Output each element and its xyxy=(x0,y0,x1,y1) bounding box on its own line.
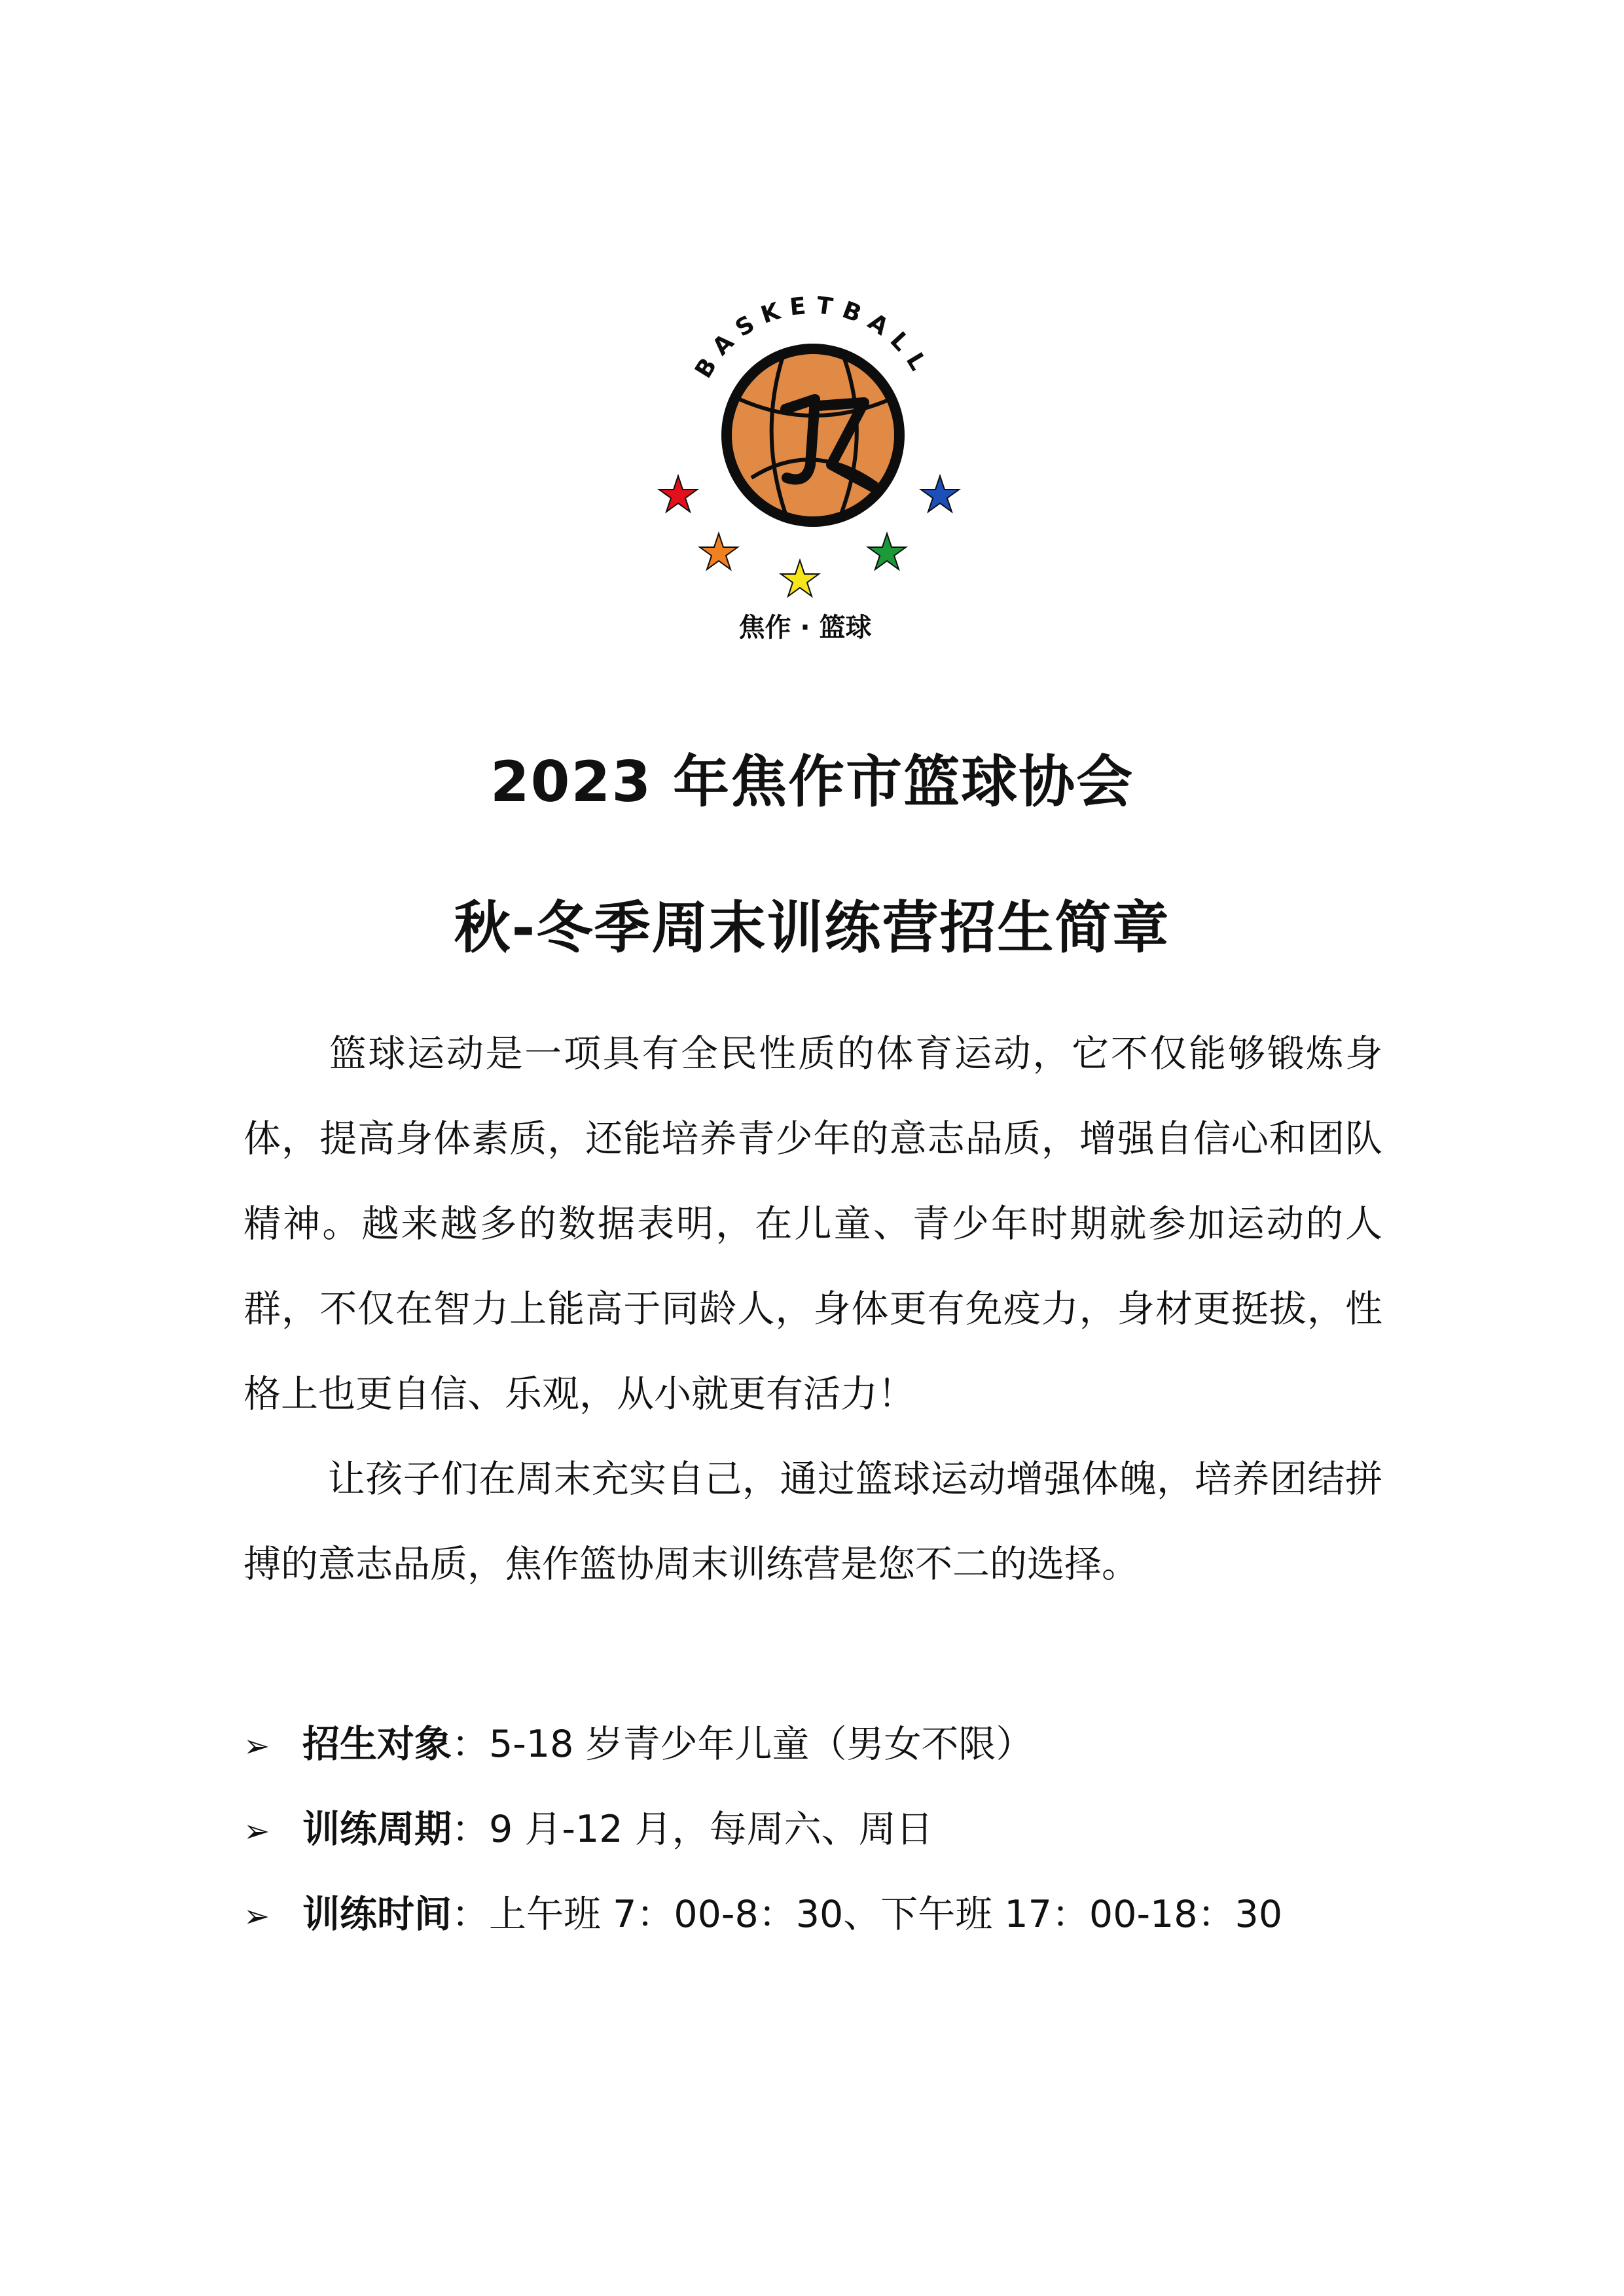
basketball-logo xyxy=(641,268,982,661)
info-label: 训练时间 xyxy=(302,1893,452,1936)
info-label: 训练周期 xyxy=(302,1808,452,1851)
logo-ring-text: BASKETBALL xyxy=(690,292,936,383)
enrollment-info-list xyxy=(244,1702,1382,1957)
info-value: ：9 月-12 月，每周六、周日 xyxy=(452,1808,933,1851)
info-label: 招生对象 xyxy=(302,1723,452,1766)
orange-star-icon xyxy=(700,533,738,569)
info-value: ：5-18 岁青少年儿童（男女不限） xyxy=(452,1723,1034,1766)
green-star-icon xyxy=(868,533,906,569)
closing-paragraph xyxy=(244,1437,1382,1607)
yellow-star-icon xyxy=(781,560,819,596)
page-title: 2023 年焦作市篮球协会 xyxy=(490,749,1134,815)
basketball-logo-graphic xyxy=(641,268,982,661)
red-star-icon xyxy=(659,476,697,512)
logo-caption: 焦作 · 篮球 xyxy=(738,613,872,643)
closing-paragraph-text: 让孩子们在周末充实自己，通过篮球运动增强体魄，培养团结拼搏的意志品质，焦作篮协周末训练营是您不二的选择。 xyxy=(244,1458,1382,1586)
list-item xyxy=(244,1702,1382,1787)
list-item xyxy=(244,1872,1382,1957)
arrow-bullet-icon: ➢ xyxy=(244,1898,270,1935)
list-item xyxy=(244,1787,1382,1872)
arrow-bullet-icon: ➢ xyxy=(244,1813,270,1850)
arrow-bullet-icon: ➢ xyxy=(244,1728,270,1765)
info-value: ：上午班 7：00-8：30、下午班 17：00-18：30 xyxy=(452,1893,1283,1936)
page-subtitle: 秋-冬季周末训练营招生简章 xyxy=(454,895,1170,961)
intro-paragraph-text: 篮球运动是一项具有全民性质的体育运动，它不仅能够锻炼身体，提高身体素质，还能培养青少年的意志品质，增强自信心和团队精神。越来越多的数据表明，在儿童、青少年时期就参加运动的人群，不仅在智力上能高于同龄人，身体更有免疫力，身材更挺拔，性格上也更自信、乐观，从小就更有活力！ xyxy=(244,1032,1382,1416)
intro-paragraph xyxy=(244,1011,1382,1437)
blue-star-icon xyxy=(921,476,959,512)
